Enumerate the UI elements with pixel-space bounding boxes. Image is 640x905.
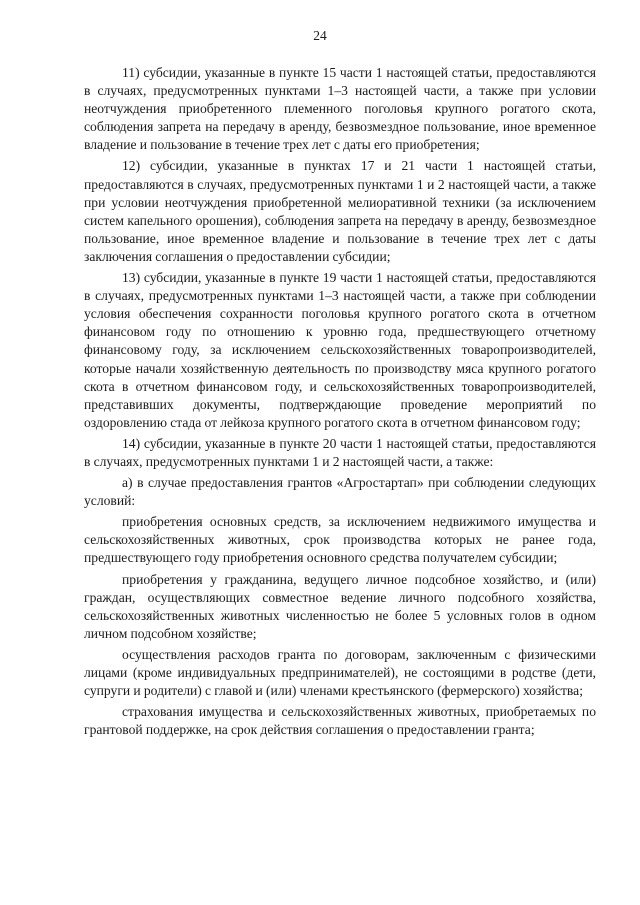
- page-number: 24: [313, 28, 327, 43]
- paragraph-condition-contracts: осуществления расходов гранта по договорам, заключенным с физическими лицами (кроме индивидуальных предпринимателей), не состоящими в родстве (дети, супруги и родители) с главой и (или) членами крестьянского (фермерского) хозяйства;: [84, 646, 596, 699]
- paragraph-item-13: 13) субсидии, указанные в пункте 19 части 1 настоящей статьи, предоставляются в случаях, предусмотренных пунктами 1–3 настоящей части, а также при соблюдении условия обеспечения сохранности поголовья крупного рогатого скота в отчетном финансовом году по отношению к уровню года, предшествующего отчетному финансовому году, за исключением сельскохозяйственных товаропроизводителей, которые начали хозяйственную деятельность по производству мяса крупного рогатого скота в отчетном финансовом году, и сельскохозяйственных товаропроизводителей, представивших документы, подтверждающие проведение мероприятий по оздоровлению стада от лейкоза крупного рогатого скота в отчетном финансовом году;: [84, 270, 596, 430]
- paragraph-condition-animals: приобретения у гражданина, ведущего личное подсобное хозяйство, и (или) граждан, осуществляющих совместное ведение личного подсобного хозяйства, сельскохозяйственных животных численностью не более 5 условных голов в одном личном подсобном хозяйстве;: [84, 571, 596, 641]
- paragraph-item-11: 11) субсидии, указанные в пункте 15 части 1 настоящей статьи, предоставляются в случаях, предусмотренных пунктами 1–3 настоящей части, а также при условии неотчуждения приобретенного племенного поголовья крупного рогатого скота, соблюдения запрета на передачу в аренду, безвозмездное пользование, иное временное владение и пользование в течение трех лет с даты его приобретения;: [84, 65, 596, 153]
- paragraph-condition-insurance: страхования имущества и сельскохозяйственных животных, приобретаемых по грантовой поддержке, на срок действия соглашения о предоставлении гранта;: [84, 704, 596, 738]
- paragraph-subitem-a: а) в случае предоставления грантов «Агростартап» при соблюдении следующих условий:: [84, 475, 596, 509]
- paragraph-condition-fixed-assets: приобретения основных средств, за исключением недвижимого имущества и сельскохозяйственных животных, срок производства которых не ранее года, предшествующего году приобретения основного средства получателем субсидии;: [84, 514, 596, 566]
- paragraph-item-14: 14) субсидии, указанные в пункте 20 части 1 настоящей статьи, предоставляются в случаях, предусмотренных пунктами 1 и 2 настоящей части, а также:: [84, 435, 596, 469]
- paragraph-item-12: 12) субсидии, указанные в пунктах 17 и 21 части 1 настоящей статьи, предоставляются в случаях, предусмотренных пунктами 1 и 2 настоящей части, а также при условии неотчуждения приобретенной мелиоративной техники (за исключением систем капельного орошения), соблюдения запрета на передачу в аренду, безвозмездное пользование, иное временное владение и пользование в течение трех лет с даты заключения соглашения о предоставлении субсидии;: [84, 158, 596, 264]
- document-body: [84, 64, 596, 742]
